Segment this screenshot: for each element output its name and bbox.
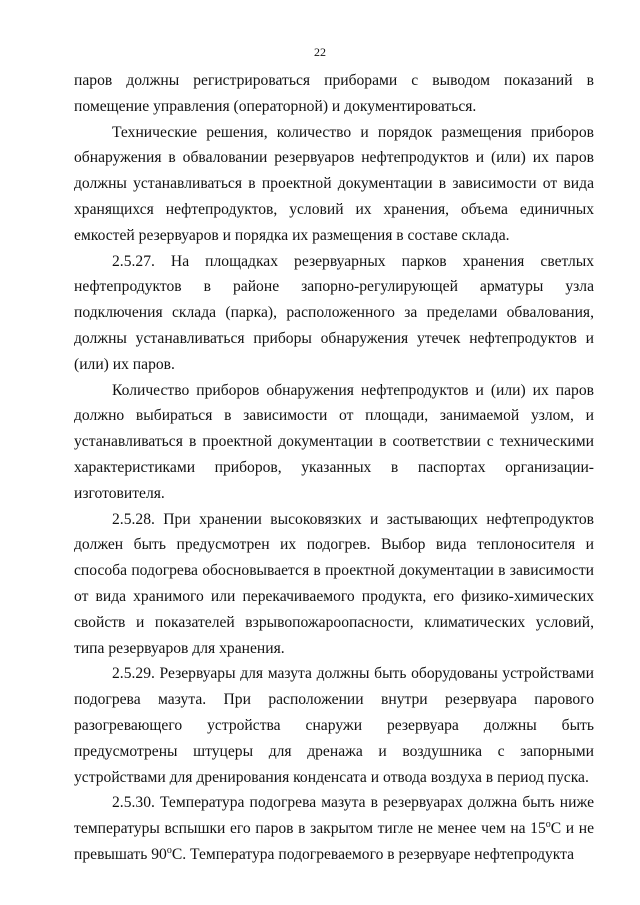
paragraph: 2.5.28. При хранении высоковязких и застывающих нефтепродуктов должен быть предусмотрен их подогрев. Выбор вида теплоносителя и способа подогрева обосновывается в проектной документации в зависимости от вида хранимого или перекачиваемого продукта, его физико-химических свойств и показателей взрывопожароопасности, климатических условий, типа резервуаров для хранения. (74, 510, 594, 657)
degree-sup: o (166, 844, 172, 856)
document-body (74, 68, 594, 868)
paragraph: 2.5.27. На площадках резервуарных парков хранения светлых нефтепродуктов в районе запорно-регулирующей арматуры узла подключения склада (парка), расположенного за пределами обвалования, должны устанавливаться приборы обнаружения утечек нефтепродуктов и (или) их паров. (74, 252, 594, 373)
paragraph-part: 2.5.30. Температура подогрева мазута в резервуарах должна быть ниже температуры вспышки его паров в закрытом тигле не менее чем на 15 (74, 794, 594, 838)
paragraph-part: С и не превышать 90 (74, 820, 594, 863)
degree-sup: o (545, 818, 551, 830)
paragraph: Количество приборов обнаружения нефтепродуктов и (или) их паров должно выбираться в зависимости от площади, занимаемой узлом, и устанавливаться в проектной документации в соответствии с техническими характеристиками приборов, указанных в паспортах организации-изготовителя. (74, 381, 594, 502)
paragraph-part: С. Температура подогреваемого в резервуаре нефтепродукта (171, 845, 575, 863)
paragraph: Технические решения, количество и порядок размещения приборов обнаружения в обваловании резервуаров нефтепродуктов и (или) их паров должны устанавливаться в проектной документации в зависимости от вида хранящихся нефтепродуктов, условий их хранения, объема единичных емкостей резервуаров и порядка их размещения в составе склада. (74, 123, 594, 244)
page-number: 22 (314, 45, 326, 59)
paragraph-temperature (74, 790, 594, 867)
paragraph: 2.5.29. Резервуары для мазута должны быть оборудованы устройствами подогрева мазута. При расположении внутри резервуара парового разогревающего устройства снаружи резервуара должны быть предусмотрены штуцеры для дренажа и воздушника с запорными устройствами для дренирования конденсата и отвода воздуха в период пуска. (74, 665, 594, 786)
paragraph: паров должны регистрироваться приборами с выводом показаний в помещение управления (операторной) и документироваться. (74, 72, 594, 115)
